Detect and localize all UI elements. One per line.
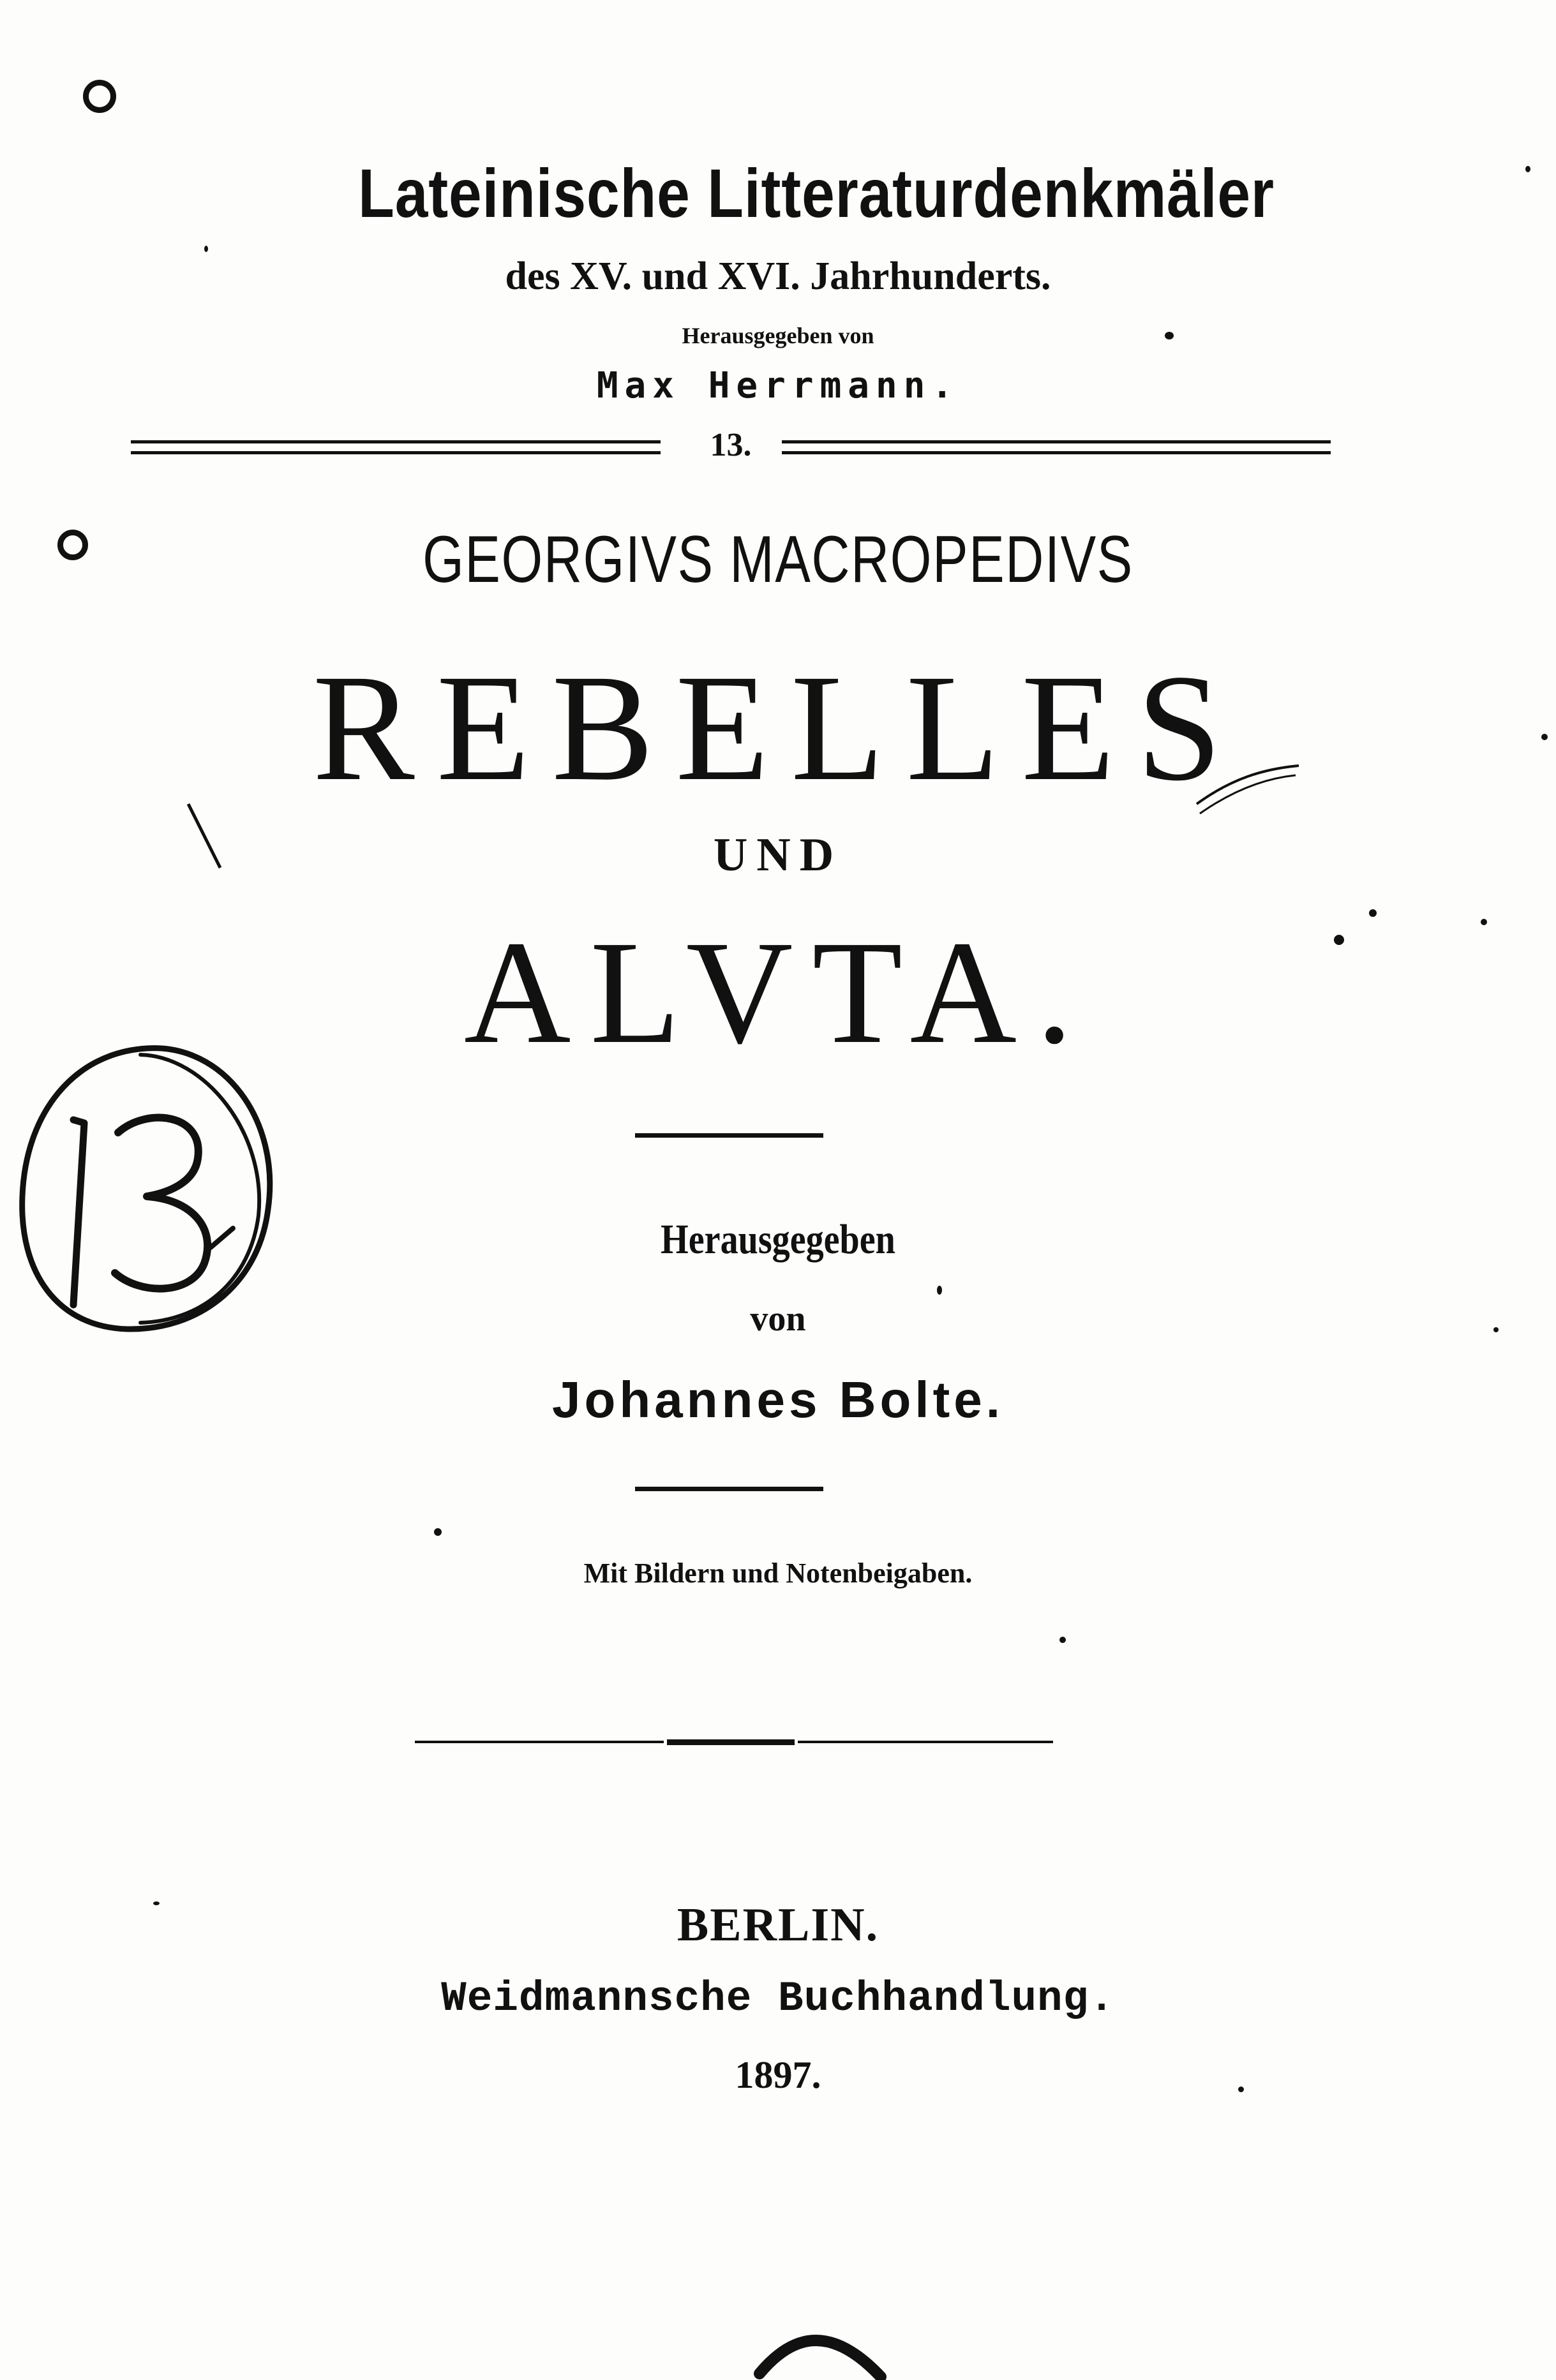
scratch-mark-left [182,798,233,874]
bottom-binding-mark [753,2310,900,2380]
speck [434,1528,442,1536]
scratch-mark [1193,759,1302,817]
title-main: REBELLES [312,643,1244,812]
author-name: GEORGIVS MACROPEDIVS [423,523,1133,597]
title-conjunction: UND [713,829,843,881]
speck [204,246,208,252]
series-number-rule [131,426,1331,465]
imprint-year: 1897. [735,2054,821,2096]
imprint-place: BERLIN. [677,1899,879,1951]
speck [153,1901,160,1905]
edition-supplement: Mit Bildern und Notenbeigaben. [583,1558,973,1589]
edition-editor: Johannes Bolte. [552,1371,1004,1428]
punch-hole-top [83,80,116,113]
series-number: 13. [710,427,752,463]
title-second: ALVTA. [463,911,1093,1075]
imprint-rule-right [798,1741,1053,1743]
double-rule-left [131,440,661,454]
punch-hole-middle [57,530,88,560]
handwritten-circled-number [13,1037,281,1337]
series-editor: Max Herrmann. [596,365,960,406]
imprint-rule-middle [667,1739,795,1745]
speck [1493,1327,1499,1332]
imprint-rule-left [415,1741,664,1743]
speck [1541,734,1548,740]
divider-rule-2 [635,1487,823,1491]
series-title: Lateinische Litteraturdenkmäler [358,154,1275,232]
series-editor-label: Herausgegeben von [682,323,874,348]
series-subtitle: des XV. und XVI. Jahrhunderts. [505,255,1051,298]
edition-label: Herausgegeben [661,1216,895,1263]
speck [1481,919,1487,925]
speck [1238,2086,1244,2092]
imprint-rule [415,1737,1053,1750]
speck [1165,332,1174,339]
imprint-publisher: Weidmannsche Buchhandlung. [441,1975,1115,2023]
speck [1525,166,1530,172]
speck [1059,1637,1066,1643]
speck [1369,909,1377,917]
divider-rule [635,1133,823,1138]
edition-von: von [750,1299,806,1339]
double-rule-right [782,440,1331,454]
speck [1334,935,1344,945]
speck [937,1286,942,1295]
